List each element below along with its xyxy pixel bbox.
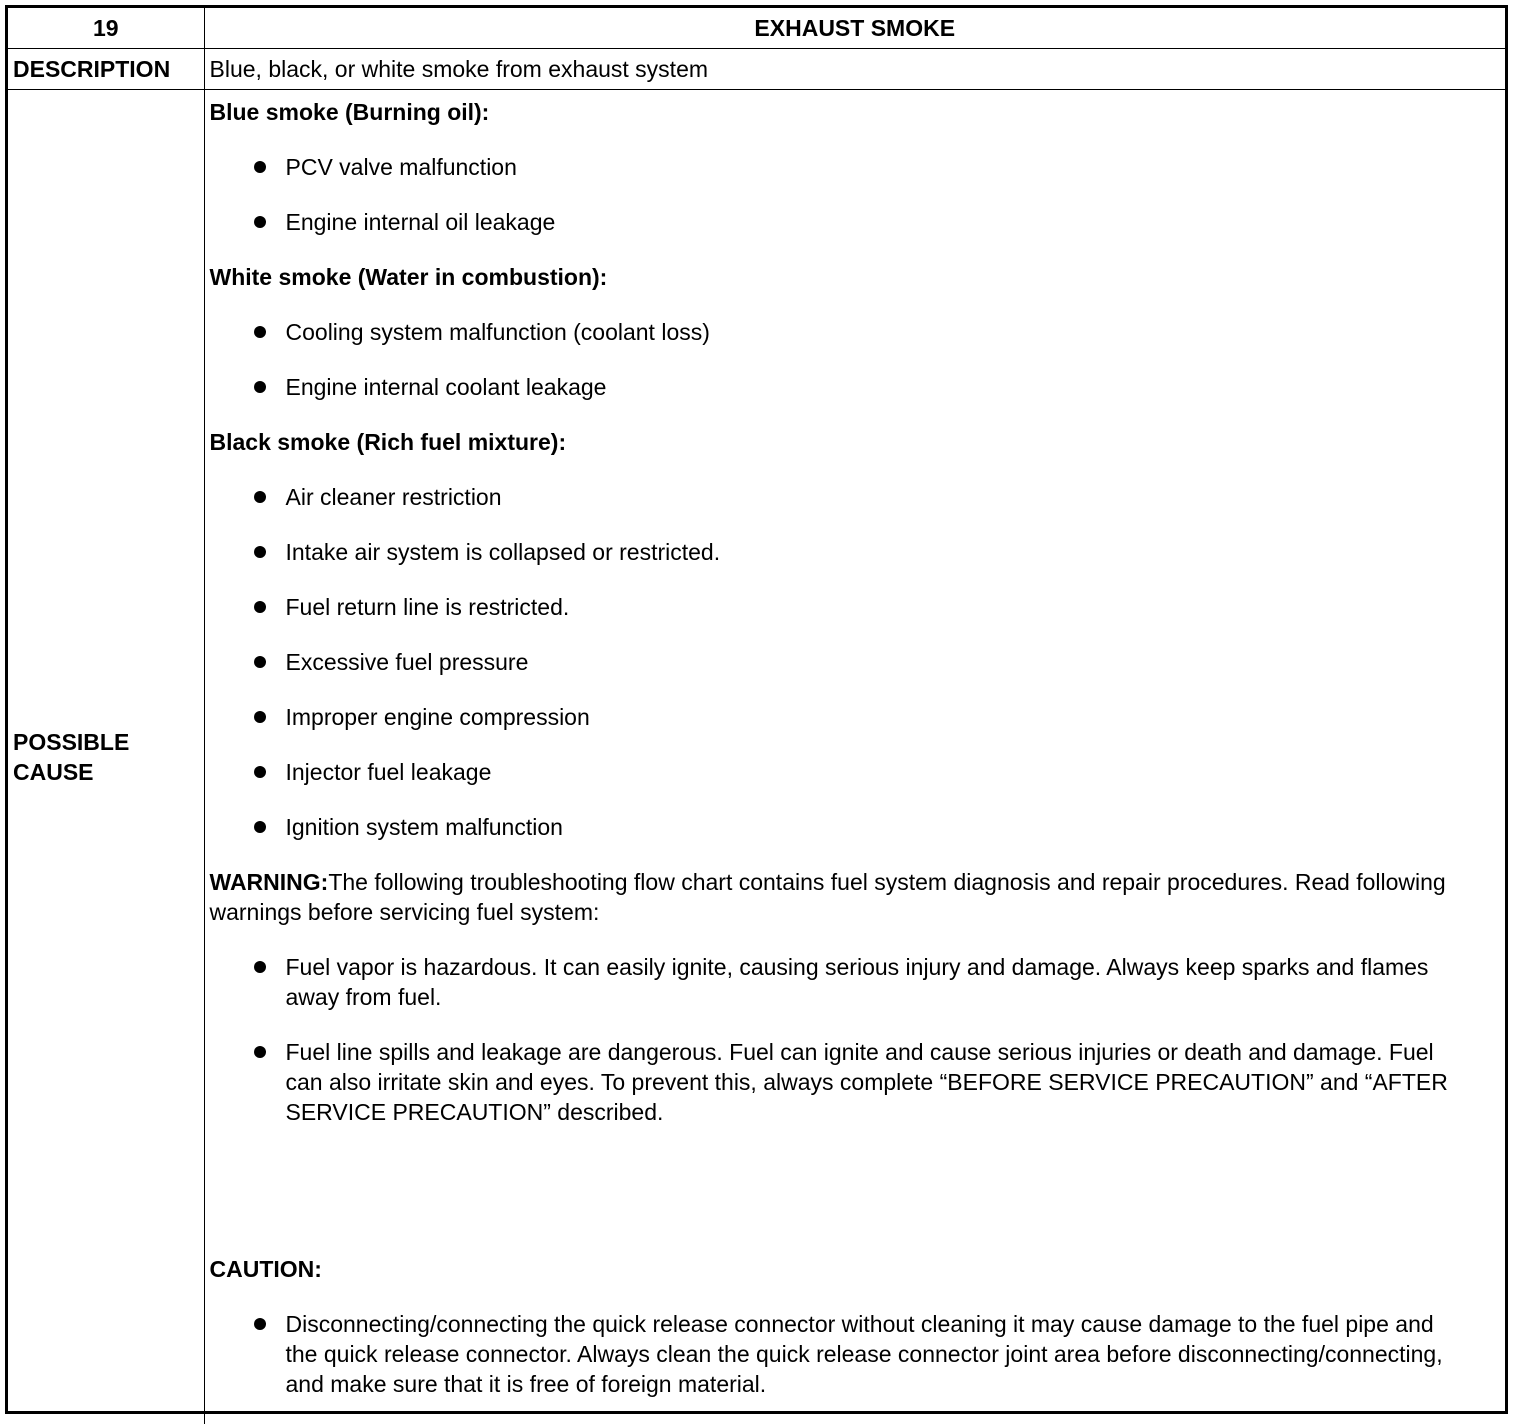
bullet-icon: [254, 601, 266, 613]
blue-smoke-list: [210, 152, 1466, 237]
symptom-number: 19: [8, 8, 204, 49]
list-item: [210, 702, 1466, 732]
description-label: DESCRIPTION: [8, 49, 204, 90]
bullet-icon: [254, 766, 266, 778]
possible-cause-row: [8, 90, 1505, 1424]
bullet-icon: [254, 821, 266, 833]
possible-cause-label: [8, 90, 204, 1424]
bullet-icon: [254, 216, 266, 228]
blue-smoke-heading: Blue smoke (Burning oil):: [210, 97, 1466, 127]
list-item-text: Engine internal oil leakage: [286, 209, 556, 235]
possible-cause-label-line1: POSSIBLE: [13, 729, 129, 755]
list-item-text: Engine internal coolant leakage: [286, 374, 607, 400]
bullet-icon: [254, 161, 266, 173]
list-item: [210, 647, 1466, 677]
bullet-icon: [254, 656, 266, 668]
possible-cause-body: [204, 90, 1505, 1424]
list-item-text: Ignition system malfunction: [286, 814, 563, 840]
list-item-text: Air cleaner restriction: [286, 484, 502, 510]
list-item-text: Cooling system malfunction (coolant loss): [286, 319, 710, 345]
list-item: [210, 482, 1466, 512]
bullet-icon: [254, 546, 266, 558]
description-text: Blue, black, or white smoke from exhaust system: [204, 49, 1505, 90]
list-item-text: Fuel line spills and leakage are dangerous. Fuel can ignite and cause serious injuries or death and damage. Fuel can also irritate skin and eyes. To prevent this, always complete “BEFORE SERVICE PRECAUTION” and “AFTER SERVICE PRECAUTION” described.: [286, 1039, 1448, 1125]
warning-list: [210, 952, 1466, 1127]
list-item: [210, 317, 1466, 347]
list-item: [210, 592, 1466, 622]
diagnostic-table: [8, 8, 1505, 1424]
list-item-text: Fuel vapor is hazardous. It can easily ignite, causing serious injury and damage. Always keep sparks and flames away from fuel.: [286, 954, 1429, 1010]
list-item: [210, 152, 1466, 182]
list-item-text: Disconnecting/connecting the quick release connector without cleaning it may cause damage to the fuel pipe and the quick release connector. Always clean the quick release connector joint area before disconnecting/connecting, and make sure that it is free of foreign material.: [286, 1311, 1443, 1397]
list-item: [210, 757, 1466, 787]
caution-list: [210, 1309, 1466, 1399]
bullet-icon: [254, 961, 266, 973]
symptom-title: EXHAUST SMOKE: [204, 8, 1505, 49]
list-item-text: Excessive fuel pressure: [286, 649, 529, 675]
bullet-icon: [254, 1318, 266, 1330]
diagnostic-sheet: [5, 5, 1508, 1414]
bullet-icon: [254, 381, 266, 393]
white-smoke-heading: White smoke (Water in combustion):: [210, 262, 1466, 292]
bullet-icon: [254, 491, 266, 503]
list-item-text: PCV valve malfunction: [286, 154, 517, 180]
list-item: [210, 207, 1466, 237]
description-row: [8, 49, 1505, 90]
warning-paragraph: [210, 867, 1466, 927]
list-item: [210, 537, 1466, 567]
list-item: [210, 1037, 1466, 1127]
list-item: [210, 812, 1466, 842]
caution-label: CAUTION:: [210, 1254, 1466, 1284]
warning-label: WARNING:: [210, 869, 329, 895]
header-row: [8, 8, 1505, 49]
list-item-text: Intake air system is collapsed or restricted.: [286, 539, 721, 565]
list-item: [210, 372, 1466, 402]
bullet-icon: [254, 326, 266, 338]
bullet-icon: [254, 1046, 266, 1058]
list-item-text: Improper engine compression: [286, 704, 590, 730]
warning-text: The following troubleshooting flow chart contains fuel system diagnosis and repair procedures. Read following warnings before servicing fuel system:: [210, 869, 1446, 925]
possible-cause-label-line2: CAUSE: [13, 759, 94, 785]
white-smoke-list: [210, 317, 1466, 402]
list-item-text: Fuel return line is restricted.: [286, 594, 570, 620]
bullet-icon: [254, 711, 266, 723]
list-item: [210, 952, 1466, 1012]
list-item-text: Injector fuel leakage: [286, 759, 492, 785]
list-item: [210, 1309, 1466, 1399]
blank-spacer: [210, 1152, 1466, 1254]
black-smoke-heading: Black smoke (Rich fuel mixture):: [210, 427, 1466, 457]
black-smoke-list: [210, 482, 1466, 842]
